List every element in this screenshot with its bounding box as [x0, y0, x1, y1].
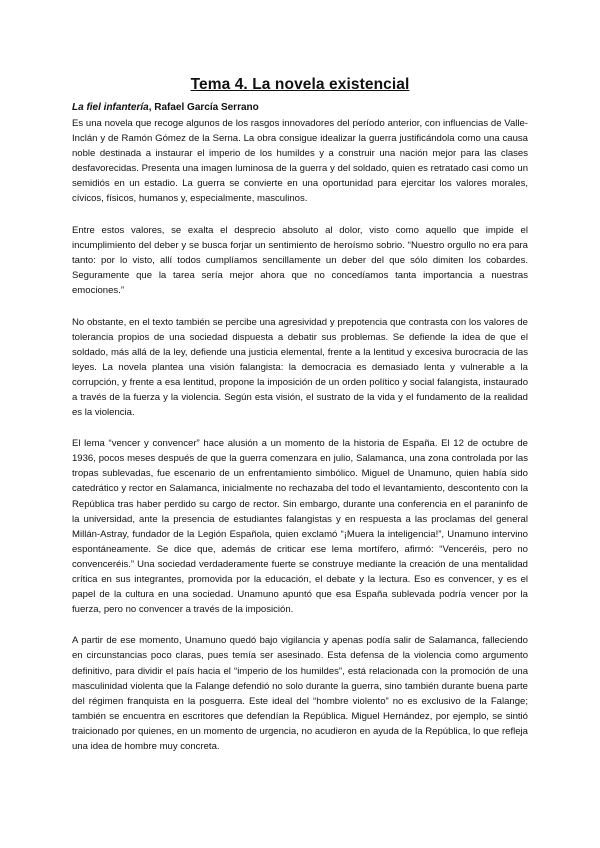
- document-title: Tema 4. La novela existencial: [190, 76, 410, 93]
- paragraph-1: Es una novela que recoge algunos de los rasgos innovadores del período anterior, con influencias de Valle-Inclán y de Ramón Gómez de la Serna. La obra consigue idealizar la guerra justificándola como una causa noble destinada a instaurar el imperio de los humildes y a construir una nación mejor para las clases desfavorecidas. Presenta una imagen luminosa de la guerra y del soldado, quien es retratado casi como un semidiós en un estadio. La guerra se convierte en una oportunidad para ejercitar los valores morales, cívicos, físicos, humanos y, especialmente, masculinos.: [72, 118, 528, 205]
- paragraph-5: A partir de ese momento, Unamuno quedó bajo vigilancia y apenas podía salir de Salamanca, falleciendo en circunstancias poco claras, pues temía ser asesinado. Esta defensa de la violencia como argumento definitivo, para dividir el país hacia el “imperio de los humildes”, está relacionada con la promoción de una masculinidad violenta que la Falange defendió no solo durante la guerra, sino también durante buena parte del régimen franquista en la posguerra. Este ideal del “hombre violento” no es exclusivo de la Falange; también se encuentra en escritores que defendían la República. Miguel Hernández, por ejemplo, se sintió traicionado por quienes, en un momento de urgencia, no acudieron en ayuda de la República, lo que refleja una idea de hombre muy concreta.: [72, 635, 528, 752]
- paragraph-3: No obstante, en el texto también se percibe una agresividad y prepotencia que contrasta con los valores de tolerancia propios de una sociedad dispuesta a debatir sus problemas. Se defiende la idea de que el soldado, más allá de la ley, defiende una justicia elemental, frente a la lentitud y excesiva burocracia de las leyes. La novela plantea una visión falangista: la democracia es demasiado lenta y vulnerable a la corrupción, y frente a esa lentitud, propone la imposición de un orden político y social falangista, instaurado a través de la fuerza y la violencia. Según esta visión, el sustrato de la vida y el fundamento de la realidad es la violencia.: [72, 316, 528, 418]
- paragraph-2: Entre estos valores, se exalta el desprecio absoluto al dolor, visto como aquello que impide el incumplimiento del deber y se busca forjar un sentimiento de heroísmo sobrio. “Nuestro orgullo no era para tanto: por lo visto, allí todos cumplíamos sencillamente un deber del que sólo dimiten los cobardes. Seguramente que la tarea sería mejor ahora que no concedíamos tanta importancia a nuestras emociones.”: [72, 224, 528, 296]
- book-author: , Rafael García Serrano: [148, 102, 259, 113]
- book-title: La fiel infantería: [72, 102, 149, 113]
- section-subtitle: [72, 100, 528, 115]
- paragraph-4: El lema “vencer y convencer” hace alusión a un momento de la historia de España. El 12 de octubre de 1936, pocos meses después de que la guerra comenzara en julio, Salamanca, una zona controlada por las tropas sublevadas, fue escenario de un enfrentamiento simbólico. Miguel de Unamuno, quien había sido catedrático y rector en Salamanca, inicialmente no rechazaba del todo el levantamiento, descontento con la República tras haber perdido su cargo de rector. Sin embargo, durante una conferencia en el paraninfo de la universidad, ante la presencia de estudiantes falangistas y en respuesta a las proclamas del general Millán-Astray, fundador de la Legión Española, quien exclamó “¡Muera la inteligencia!”, Unamuno intervino espontáneamente. Se dice que, además de criticar ese lema mortífero, afirmó: “Venceréis, pero no convenceréis.” Una sociedad verdaderamente fuerte se construye mediante la creación de una mentalidad crítica en sus integrantes, promovida por la educación, el debate y la lectura. Eso es convencer, y es el papel de la cultura en una sociedad. Unamuno apuntó que esa España sublevada podría vencer por la fuerza, pero no convencer a través de la imposición.: [72, 438, 528, 615]
